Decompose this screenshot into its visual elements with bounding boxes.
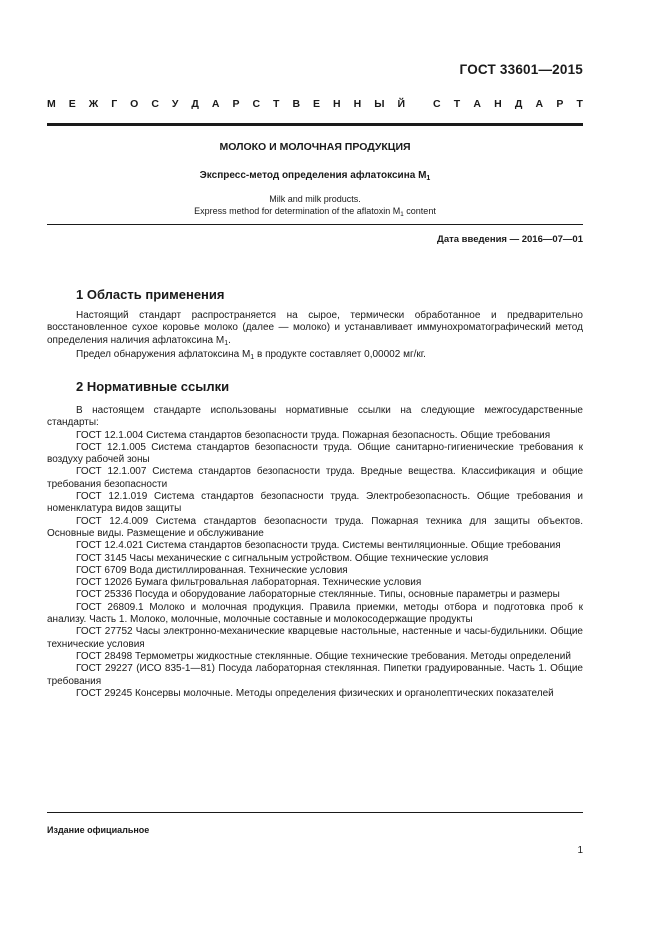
document-subtitle <box>47 170 583 181</box>
footer-rule <box>47 812 583 813</box>
reference-item: ГОСТ 12.1.007 Система стандартов безопасности труда. Вредные вещества. Классификация и общие требования безопасности <box>47 466 583 490</box>
banner-word-interstate <box>47 98 405 110</box>
section1-paragraph1-text: Настоящий стандарт распространяется на сырое, термически обработанное и предварительно восстановленное сухое коровье молоко (далее — молоко) и устанавливает иммунохроматографический метод определения наличия афлатоксина M <box>47 310 583 346</box>
reference-item: ГОСТ 25336 Посуда и оборудование лабораторные стеклянные. Типы, основные параметры и размеры <box>76 589 560 601</box>
banner-letter: В <box>292 98 301 110</box>
subtitle-subscript: 1 <box>426 175 431 182</box>
banner-letter: Й <box>397 98 405 110</box>
normative-references-list <box>47 405 583 700</box>
banner-letter: У <box>171 98 179 110</box>
english-title-subscript: 1 <box>400 211 404 218</box>
reference-item: ГОСТ 28498 Термометры жидкостные стеклянные. Общие технические требования. Методы определений <box>76 650 571 662</box>
banner-letter: Е <box>68 98 76 110</box>
banner-letter: А <box>535 98 544 110</box>
banner-letter: Т <box>453 98 461 110</box>
document-code: ГОСТ 33601—2015 <box>459 62 583 77</box>
banner-letter: О <box>130 98 139 110</box>
introduction-date: Дата введения — 2016—07—01 <box>437 234 583 245</box>
section2-heading: 2 Нормативные ссылки <box>76 379 230 394</box>
title-thin-rule <box>47 224 583 225</box>
reference-item: ГОСТ 3145 Часы механические с сигнальным устройством. Общие технические условия <box>76 552 489 564</box>
english-title-line2-end: content <box>403 206 436 216</box>
reference-item: ГОСТ 12.4.021 Система стандартов безопасности труда. Системы вентиляционные. Общие требования <box>76 540 561 552</box>
standard-banner <box>47 98 583 110</box>
banner-letter: М <box>47 98 56 110</box>
banner-letter: Р <box>556 98 564 110</box>
banner-letter: Н <box>494 98 502 110</box>
reference-item: ГОСТ 27752 Часы электронно-механические кварцевые настольные, настенные и часы-будильники. Общие технические условия <box>47 626 583 650</box>
banner-letter: Г <box>111 98 118 110</box>
reference-item: ГОСТ 26809.1 Молоко и молочная продукция. Правила приемки, методы отбора и подготовка проб к анализу. Часть 1. Молоко, молочные, молочные составные и молокосодержащие продукты <box>47 601 583 626</box>
section1-paragraph2-subscript: 1 <box>250 354 255 361</box>
document-title: МОЛОКО И МОЛОЧНАЯ ПРОДУКЦИЯ <box>219 141 411 153</box>
banner-letter: Е <box>313 98 321 110</box>
banner-word-standard <box>433 98 583 110</box>
banner-letter: Т <box>576 98 583 110</box>
banner-letter: Н <box>333 98 341 110</box>
english-title-line2 <box>47 205 583 217</box>
banner-letter: С <box>252 98 261 110</box>
banner-letter: Ы <box>374 98 385 110</box>
section1-paragraph2 <box>47 349 583 361</box>
banner-letter: Д <box>191 98 199 110</box>
page-number: 1 <box>577 845 583 856</box>
header-thick-rule <box>47 123 583 126</box>
banner-letter: Д <box>514 98 523 110</box>
section1-paragraph1-end: . <box>228 334 231 346</box>
section1-heading: 1 Область применения <box>76 287 225 302</box>
section1-paragraph1 <box>47 310 583 347</box>
references-intro: В настоящем стандарте использованы нормативные ссылки на следующие межгосударственные стандарты: <box>47 405 583 429</box>
official-edition-label: Издание официальное <box>47 825 150 835</box>
subtitle-text: Экспресс-метод определения афлатоксина M <box>199 170 427 181</box>
banner-letter: Ж <box>88 98 99 110</box>
banner-letter: А <box>211 98 220 110</box>
reference-item: ГОСТ 12026 Бумага фильтровальная лабораторная. Технические условия <box>76 577 422 589</box>
banner-letter: Р <box>232 98 240 110</box>
section1-paragraph2-end: в продукте составляет 0,00002 мг/кг. <box>254 349 426 360</box>
english-title-line1: Milk and milk products. <box>269 194 361 204</box>
reference-item: ГОСТ 12.4.009 Система стандартов безопасности труда. Пожарная техника для защиты объектов. Основные виды. Размещение и обслуживание <box>47 515 583 539</box>
banner-letter: С <box>433 98 441 110</box>
banner-letter: Т <box>273 98 280 110</box>
reference-item: ГОСТ 12.1.019 Система стандартов безопасности труда. Электробезопасность. Общие требования и номенклатура видов защиты <box>47 491 583 515</box>
reference-item: ГОСТ 12.1.005 Система стандартов безопасности труда. Общие санитарно-гигиенические требования к воздуху рабочей зоны <box>47 441 583 466</box>
reference-item: ГОСТ 12.1.004 Система стандартов безопасности труда. Пожарная безопасность. Общие требования <box>76 429 551 441</box>
reference-item: ГОСТ 29245 Консервы молочные. Методы определения физических и органолептических показателей <box>76 687 554 699</box>
english-title <box>47 193 583 217</box>
section1-paragraph2-text: Предел обнаружения афлатоксина M <box>76 349 251 360</box>
section1-paragraph1-subscript: 1 <box>224 339 229 347</box>
banner-letter: Н <box>353 98 362 110</box>
english-title-line2-text: Express method for determination of the aflatoxin M <box>194 206 401 216</box>
reference-item: ГОСТ 29227 (ИСО 835-1—81) Посуда лабораторная стеклянная. Пипетки градуированные. Часть 1. Общие требования <box>47 663 583 687</box>
banner-letter: А <box>473 98 481 110</box>
banner-letter: С <box>151 98 159 110</box>
reference-item: ГОСТ 6709 Вода дистиллированная. Технические условия <box>76 564 348 576</box>
